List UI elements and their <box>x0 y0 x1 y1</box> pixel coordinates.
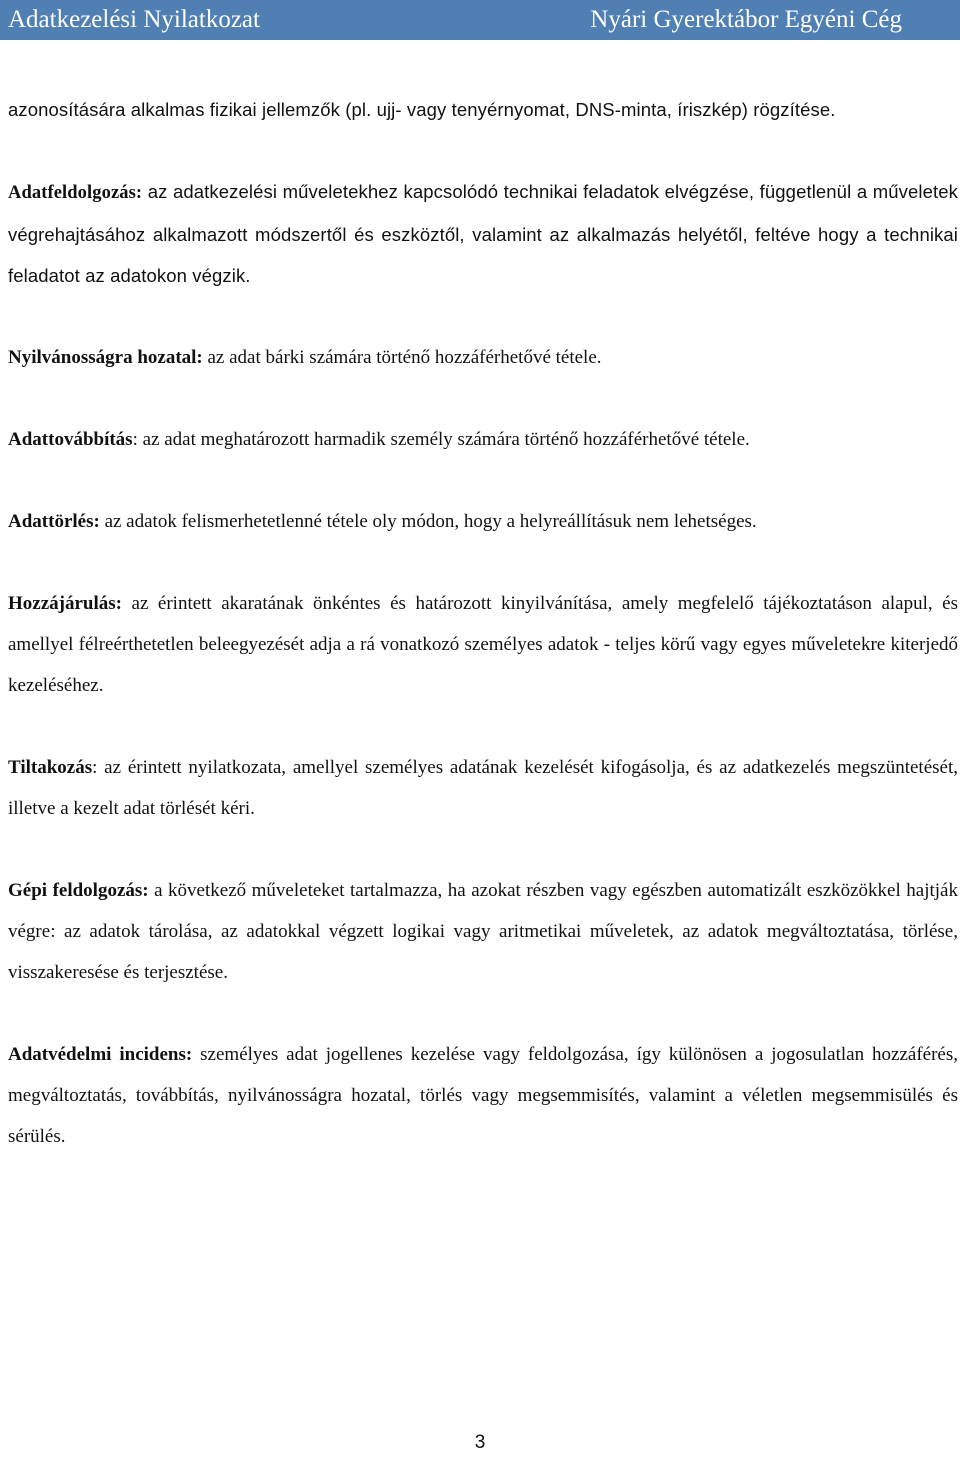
paragraph-adattovabbitas <box>8 419 958 460</box>
page-header-bar <box>0 0 960 40</box>
definition-text: : az adat meghatározott harmadik személy számára történő hozzáférhetővé tétele. <box>132 429 750 450</box>
definition-text: az adatkezelési műveletekhez kapcsolódó technikai feladatok elvégzése, függetlenül a műveletek végrehajtásához alkalmazott módszertől és eszköztől, valamint az alkalmazás helyétől, feltéve hogy a technikai feladatot az adatokon végzik. <box>8 181 958 286</box>
paragraph-adatvedelmi-incidens <box>8 1034 958 1157</box>
definition-text: az adatok felismerhetetlenné tétele oly módon, hogy a helyreállításuk nem lehetséges. <box>99 511 757 532</box>
definition-term: Nyilvánosságra hozatal: <box>8 347 203 368</box>
paragraph-biometric-continued <box>8 89 958 130</box>
definition-term: Hozzájárulás: <box>8 593 122 614</box>
definition-text: személyes adat jogellenes kezelése vagy feldolgozása, így különösen a jogosulatlan hozzáférés, megváltoztatás, továbbítás, nyilvánosságra hozatal, törlés vagy megsemmisítés, valamint a véletlen megsemmisülés és sérülés. <box>8 1044 958 1147</box>
paragraph-text: azonosítására alkalmas fizikai jellemzők (pl. ujj- vagy tenyérnyomat, DNS-minta, íriszkép) rögzítése. <box>8 99 836 120</box>
definition-term: Adattovábbítás <box>8 429 133 450</box>
definition-term: Tiltakozás <box>8 757 93 778</box>
definition-text: az adat bárki számára történő hozzáférhetővé tétele. <box>202 347 602 368</box>
paragraph-tiltakozas <box>8 747 958 829</box>
paragraph-hozzajarulas <box>8 583 958 706</box>
definition-term: Adattörlés: <box>8 511 100 532</box>
definition-text: : az érintett nyilatkozata, amellyel személyes adatának kezelését kifogásolja, és az adatkezelés megszüntetését, illetve a kezelt adat törlését kéri. <box>8 757 958 819</box>
definition-text: az érintett akaratának önkéntes és határozott kinyilvánítása, amely megfelelő tájékoztatáson alapul, és amellyel félreérthetetlen beleegyezését adja a rá vonatkozó személyes adatok - teljes körű vagy egyes műveletekre kiterjedő kezeléséhez. <box>8 593 958 696</box>
paragraph-gepi-feldolgozas <box>8 870 958 993</box>
company-name: Nyári Gyerektábor Egyéni Cég <box>590 6 902 33</box>
definition-term: Gépi feldolgozás: <box>8 880 149 901</box>
definition-text: a következő műveleteket tartalmazza, ha azokat részben vagy egészben automatizált eszközökkel hajtják végre: az adatok tárolása, az adatokkal végzett logikai vagy aritmetikai műveletek, az adatok megváltoztatása, törlése, visszakeresése és terjesztése. <box>8 880 958 983</box>
document-title: Adatkezelési Nyilatkozat <box>8 6 260 33</box>
paragraph-adatfeldolgozas <box>8 171 958 296</box>
definition-term: Adatvédelmi incidens: <box>8 1044 193 1065</box>
page-number: 3 <box>474 1432 486 1453</box>
paragraph-nyilvanossagra-hozatal <box>8 337 958 378</box>
document-body <box>8 89 958 1198</box>
paragraph-adattorles <box>8 501 958 542</box>
definition-term: Adatfeldolgozás: <box>8 183 143 203</box>
